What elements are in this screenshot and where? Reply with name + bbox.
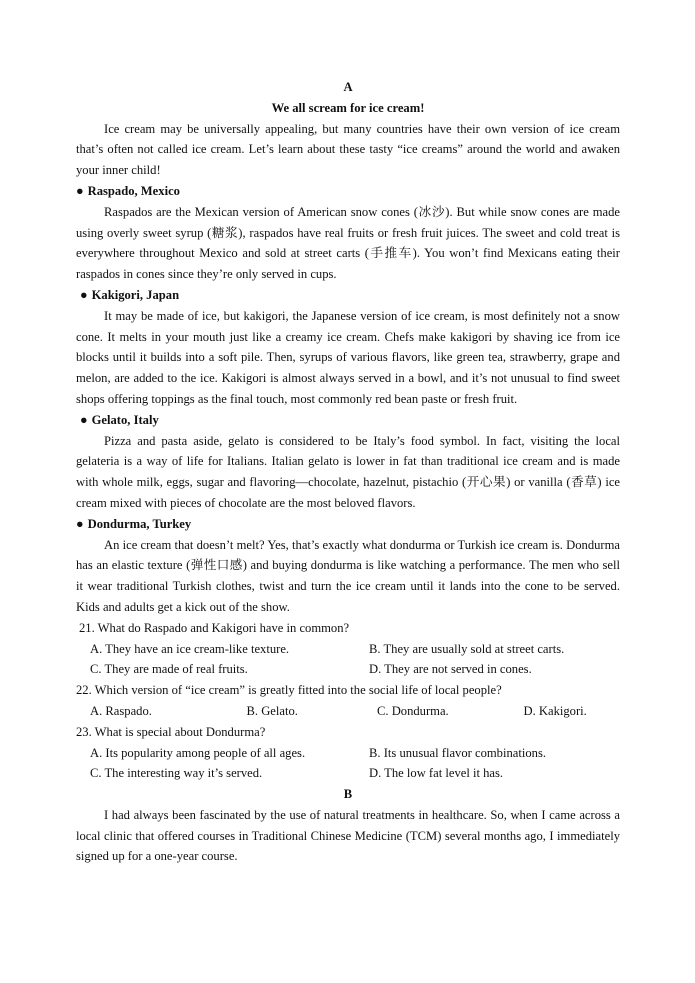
content-column [76,77,620,867]
passage-b-text: I had always been fascinated by the use of natural treatments in healthcare. So, when I came across a local clinic that offered courses in Traditional Chinese Medicine (TCM) several months ago, I immediately signed up for a one-year course. [76,807,620,864]
passage-a-intro: Ice cream may be universally appealing, but many countries have their own version of ice cream that’s often not called ice cream. Let’s learn about these tasty “ice creams” around the world and awaken your inner child! [76,121,620,178]
option-a[interactable]: A. Its popularity among people of all ages. [90,745,306,760]
option-d[interactable]: D. They are not served in cones. [369,662,532,677]
section-heading-gelato [76,410,620,431]
option-d[interactable]: D. Kakigori. [523,703,587,718]
section-heading-text: Kakigori, Japan [91,287,180,302]
question-23-stem: 23. What is special about Dondurma? [76,724,266,739]
option-b[interactable]: B. Gelato. [246,703,298,718]
option-c[interactable]: C. Dondurma. [377,703,449,718]
section-text-gelato: Pizza and pasta aside, gelato is considered to be Italy’s food symbol. In fact, visiting the local gelateria is a way of life for Italians. Italian gelato is lower in fat than traditional ice cream and is made with whole milk, eggs, sugar and flavoring—chocolate, hazelnut, pistachio (开心果) or vanilla (香草) ice cream mixed with pieces of chocolate are the most beloved flavors. [76,433,620,510]
bullet-icon: ● [80,412,88,427]
section-text-kakigori: It may be made of ice, but kakigori, the Japanese version of ice cream, is most definitely not a snow cone. It melts in your mouth just like a creamy ice cream. Chefs make kakigori by shaving ice from ice blocks until it builds into a soft pile. Then, syrups of various flavors, like green tea, strawberry, grape and melon, are added to the ice. Kakigori is almost always served in a bowl, and it’s not unusual to find sweet shops offering toppings as the final touch, most commonly red bean paste or fresh fruit. [76,308,620,406]
option-b[interactable]: B. They are usually sold at street carts. [369,641,565,656]
bullet-icon: ● [76,516,84,531]
passage-a-label: A [343,80,353,94]
passage-b-label: B [343,787,353,802]
section-heading-text: Gelato, Italy [91,412,159,427]
section-heading-kakigori [76,285,620,306]
section-heading-text: Raspado, Mexico [87,183,180,198]
question-23-options [76,743,620,785]
section-text-raspado: Raspados are the Mexican version of American snow cones (冰沙). But while snow cones are made using overly sweet syrup (糖浆), raspados have real fruits or fresh fruit juices. The sweet and cold treat is everywhere throughout Mexico and sold at street carts (手推车). You won’t find Mexicans eating their raspados in cones since they’re only served in cups. [76,204,620,282]
question-21-stem: 21. What do Raspado and Kakigori have in common? [79,620,350,635]
option-c[interactable]: C. The interesting way it’s served. [90,766,263,781]
question-22-stem: 22. Which version of “ice cream” is greatly fitted into the social life of local people? [76,683,502,698]
option-a[interactable]: A. Raspado. [90,703,152,718]
passage-a-title: We all scream for ice cream! [271,100,425,115]
option-a[interactable]: A. They have an ice cream-like texture. [90,641,290,656]
option-d[interactable]: D. The low fat level it has. [369,766,504,781]
question-22-options [76,701,620,722]
section-text-dondurma: An ice cream that doesn’t melt? Yes, that’s exactly what dondurma or Turkish ice cream is. Dondurma has an elastic texture (弹性口感) and buying dondurma is like watching a performance. The men who sell it wear traditional Turkish clothes, twist and turn the ice cream until it lands into the cone to be served. Kids and adults get a kick out of the show. [76,537,620,614]
bullet-icon: ● [76,183,84,198]
section-heading-dondurma [76,514,620,535]
section-heading-text: Dondurma, Turkey [87,516,192,531]
section-heading-raspado [76,181,620,202]
question-21-options [76,639,620,681]
option-b[interactable]: B. Its unusual flavor combinations. [369,745,546,760]
option-c[interactable]: C. They are made of real fruits. [90,662,248,677]
bullet-icon: ● [80,287,88,302]
